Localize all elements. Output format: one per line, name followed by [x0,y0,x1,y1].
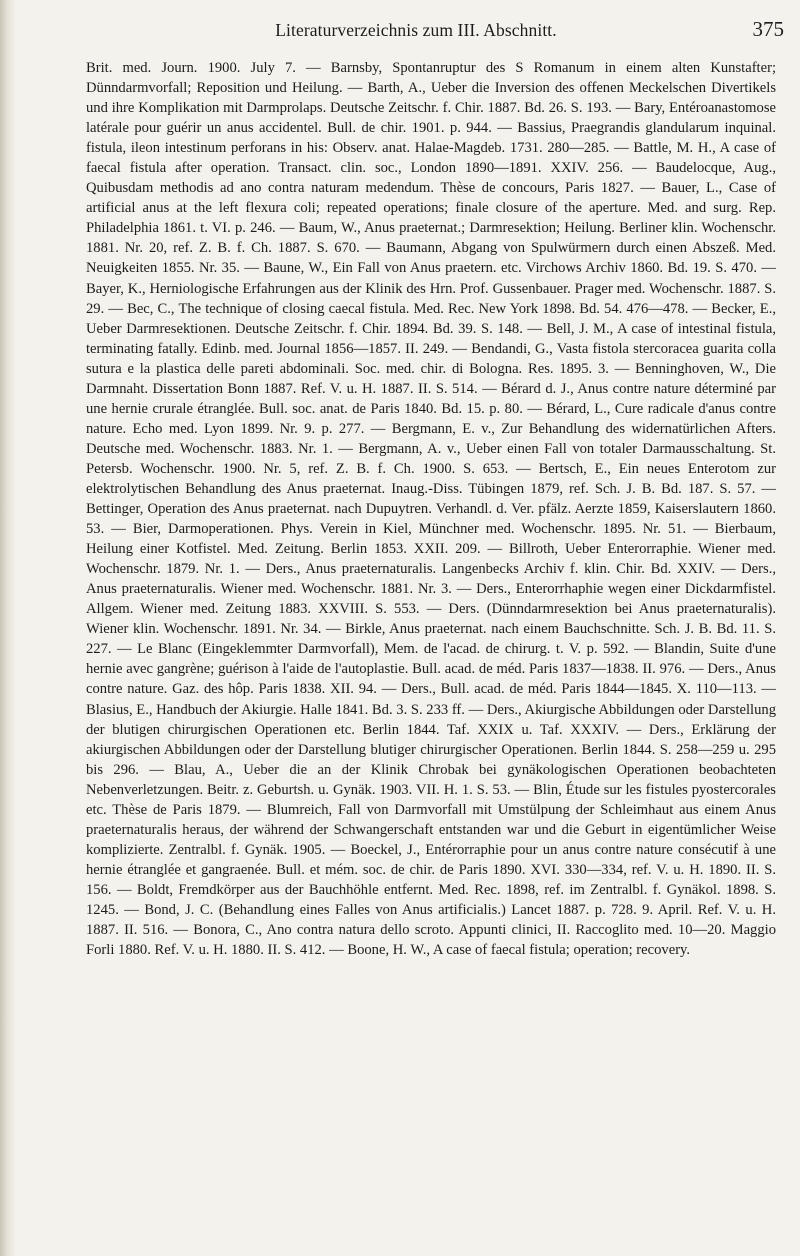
page-number: 375 [752,17,784,41]
bibliography-text [86,58,776,960]
running-head: Literaturverzeichnis zum III. Abschnitt. [275,20,557,40]
bibliography-paragraph: Brit. med. Journ. 1900. July 7. — Barnsby, Spontanruptur des S Romanum in einem alten Kunstafter; Dünndarmvorfall; Reposition und Heilung. — Barth, A., Ueber die Inversion des offenen Meckelschen Divertikels und ihre Komplikation mit Darmprolaps. Deutsche Zeitschr. f. Chir. 1887. Bd. 26. S. 193. — Bary, Entéroanastomose latérale pour guérir un anus accidentel. Bull. de chir. 1901. p. 944. — Bassius, Praegrandis glandularum inquinal. fistula, ileon intestinum perforans in his: Observ. anat. Halae-Magdeb. 1731. 280—285. — Battle, M. H., A case of faecal fistula after operation. Transact. clin. soc., London 1890—1891. XXIV. 256. — Baudelocque, Aug., Quibusdam methodis ad ano contra naturam medendum. Thèse de concours, Paris 1827. — Bauer, L., Case of artificial anus at the left flexura coli; repeated operations; finale closure of the aperture. Med. and surg. Rep. Philadelphia 1861. t. VI. p. 246. — Baum, W., Anus praeternat.; Darmresektion; Heilung. Berliner klin. Wochenschr. 1881. Nr. 20, ref. Z. B. f. Ch. 1887. S. 670. — Baumann, Abgang von Spulwürmern durch einen Abszeß. Med. Neuigkeiten 1855. Nr. 35. — Baune, W., Ein Fall von Anus praetern. etc. Virchows Archiv 1860. Bd. 19. S. 470. — Bayer, K., Herniologische Erfahrungen aus der Klinik des Hrn. Prof. Gussenbauer. Prager med. Wochenschr. 1887. S. 29. — Bec, C., The technique of closing caecal fistula. Med. Rec. New York 1898. Bd. 54. 476—478. — Becker, E., Ueber Darmresektionen. Deutsche Zeitschr. f. Chir. 1894. Bd. 39. S. 148. — Bell, J. M., A case of intestinal fistula, terminating fatally. Edinb. med. Journal 1856—1857. II. 249. — Bendandi, G., Vasta fistola stercoracea guarita colla sutura e la plastica delle pareti abdominali. Soc. med. chir. di Bologna. Res. 1895. 3. — Benninghoven, W., Die Darmnaht. Dissertation Bonn 1887. Ref. V. u. H. 1887. II. S. 514. — Bérard d. J., Anus contre nature déterminé par une hernie crurale étranglée. Bull. soc. anat. de Paris 1840. Bd. 15. p. 80. — Bérard, L., Cure radicale d'anus contre nature. Echo med. Lyon 1899. Nr. 9. p. 277. — Bergmann, E. v., Zur Behandlung des widernatürlichen Afters. Deutsche med. Wochenschr. 1883. Nr. 1. — Bergmann, A. v., Ueber einen Fall von totaler Darmausschaltung. St. Petersb. Wochenschr. 1900. Nr. 5, ref. Z. B. f. Ch. 1900. S. 653. — Bertsch, E., Ein neues Enterotom zur elektrolytischen Behandlung des Anus praeternat. Inaug.-Diss. Tübingen 1879, ref. Sch. J. B. Bd. 187. S. 57. — Bettinger, Operation des Anus praeternat. nach Dupuytren. Verhandl. d. Ver. pfälz. Aerzte 1859, Kaiserslautern 1860. 53. — Bier, Darmoperationen. Phys. Verein in Kiel, Münchner med. Wochenschr. 1895. Nr. 51. — Bierbaum, Heilung einer Kotfistel. Med. Zeitung. Berlin 1853. XXII. 209. — Billroth, Ueber Enterorraphie. Wiener med. Wochenschr. 1879. Nr. 1. — Ders., Anus praeternaturalis. Langenbecks Archiv f. klin. Chir. Bd. XXIV. — Ders., Anus praeternaturalis. Wiener med. Wochenschr. 1881. Nr. 3. — Ders., Enterorrhaphie wegen einer Dickdarmfistel. Allgem. Wiener med. Zeitung 1883. XXVIII. S. 553. — Ders. (Dünndarmresektion bei Anus praeternaturalis). Wiener klin. Wochenschr. 1891. Nr. 34. — Birkle, Anus praeternat. nach einem Bauchschnitte. Sch. J. B. Bd. 11. S. 227. — Le Blanc (Eingeklemmter Darmvorfall), Mem. de l'acad. de chirurg. t. V. p. 592. — Blandin, Suite d'une hernie avec gangrène; guérison à l'aide de l'autoplastie. Bull. acad. de méd. Paris 1837—1838. II. 976. — Ders., Anus contre nature. Gaz. des hôp. Paris 1838. XII. 94. — Ders., Bull. acad. de méd. Paris 1844—1845. X. 110—113. — Blasius, E., Handbuch der Akiurgie. Halle 1841. Bd. 3. S. 233 ff. — Ders., Akiurgische Abbildungen oder Darstellung der blutigen chirurgischen Operationen etc. Berlin 1844. Taf. XXIX u. Taf. XXXIV. — Ders., Erklärung der akiurgischen Abbildungen oder der Darstellung blutiger chirurgischer Operationen. Berlin 1844. S. 258—259 u. 295 bis 296. — Blau, A., Ueber die an der Klinik Chrobak bei gynäkologischen Operationen beobachteten Nebenverletzungen. Beitr. z. Geburtsh. u. Gynäk. 1903. VII. H. 1. S. 53. — Blin, Étude sur les fistules pyostercorales etc. Thèse de Paris 1879. — Blumreich, Fall von Darmvorfall mit Umstülpung der Schleimhaut aus einem Anus praeternaturalis heraus, der während der Schwangerschaft entstanden war und die Geburt in eigentümlicher Weise komplizierte. Zentralbl. f. Gynäk. 1905. — Boeckel, J., Entérorraphie pour un anus contre nature consécutif à une hernie étranglée et gangraenée. Bull. et mém. soc. de chir. de Paris 1890. XVI. 330—334, ref. V. u. H. 1890. II. S. 156. — Boldt, Fremdkörper aus der Bauchhöhle entfernt. Med. Rec. 1898, ref. im Zentralbl. f. Gynäkol. 1898. S. 1245. — Bond, J. C. (Behandlung eines Falles von Anus artificialis.) Lancet 1887. p. 728. 9. April. Ref. V. u. H. 1887. II. 516. — Bonora, C., Ano contra natura dello scroto. Appunti clinici, II. Raccoglito med. 10—20. Maggio Forli 1880. Ref. V. u. H. 1880. II. S. 412. — Boone, H. W., A case of faecal fistula; operation; recovery. [86,60,776,959]
page-header [108,14,784,48]
page-binding-shadow [0,0,16,1256]
